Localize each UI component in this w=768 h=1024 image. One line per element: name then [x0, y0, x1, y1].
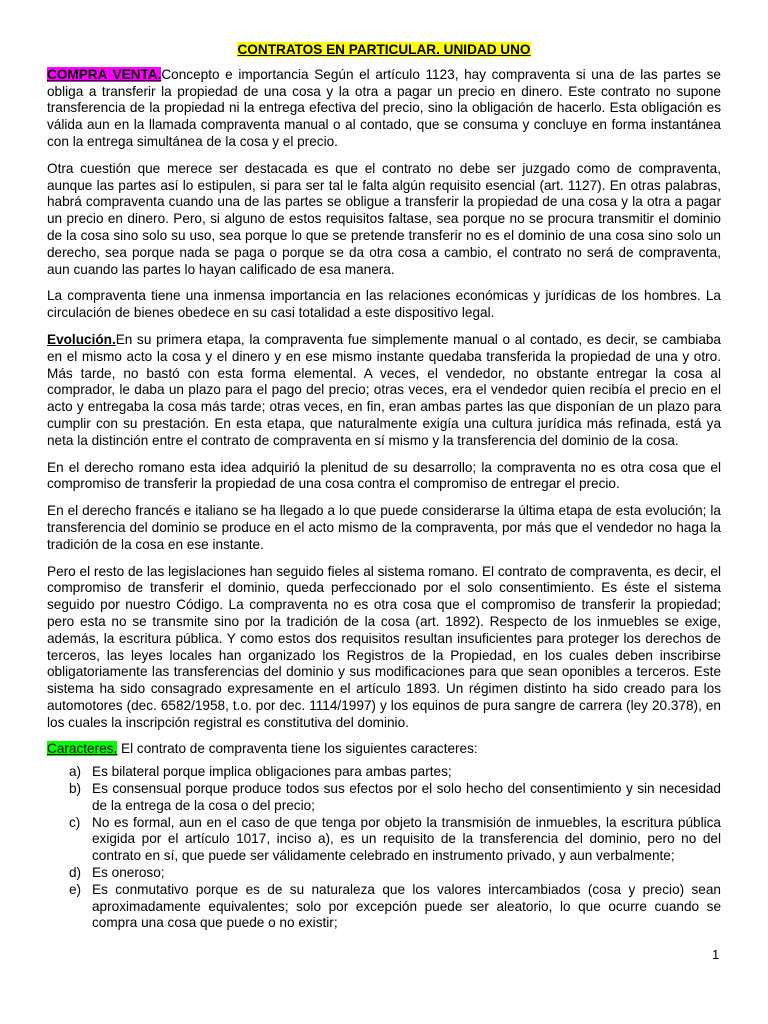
paragraph-compraventa: [47, 67, 721, 151]
heading-caracteres: Caracteres.: [47, 741, 118, 757]
list-item: [47, 764, 721, 781]
paragraph-3: La compraventa tiene una inmensa importancia en las relaciones económicas y jurídicas de los hombres. La circulación de bienes obedece en su casi totalidad a este dispositivo legal.: [47, 288, 721, 321]
list-item-text: Es consensual porque produce todos sus efectos por el solo hecho del consentimiento y sin necesidad de la entrega de la cosa o del precio;: [92, 781, 721, 813]
heading-compraventa: COMPRA VENTA.: [47, 66, 162, 82]
list-item-text: Es conmutativo porque es de su naturaleza que los valores intercambiados (cosa y precio) sean aproximadamente equivalentes; solo por excepción puede ser aleatorio, lo que ocurre cuando se compra una cosa que puede o no existir;: [92, 881, 721, 931]
list-item: [47, 882, 721, 932]
list-item-text: No es formal, aun en el caso de que tenga por objeto la transmisión de inmuebles, la escritura pública exigida por el artículo 1017, inciso a), es un requisito de la transferencia del dominio, pero no del contrato en sí, que puede ser válidamente celebrado en instrumento privado, y aun verbalmente;: [92, 814, 721, 864]
paragraph-compraventa-text: Concepto e importancia Según el artículo 1123, hay compraventa si una de las partes se obliga a transferir la propiedad de una cosa y la otra a pagar un precio en dinero. Este contrato no supone transferencia de la propiedad ni la entrega efectiva del precio, sino la obligación de hacerlo. Esta obligación es válida aun en la llamada compraventa manual o al contado, que se consuma y concluye en forma instantánea con la entrega simultánea de la cosa y el precio.: [47, 66, 721, 149]
document-page: [47, 42, 721, 932]
paragraph-6: En el derecho francés e italiano se ha llegado a lo que puede considerarse la última etapa de esta evolución; la transferencia del dominio se produce en el acto mismo de la compraventa, por más que el vendedor no haga la tradición de la cosa en ese instante.: [47, 503, 721, 552]
list-item-marker: a): [69, 764, 82, 780]
paragraph-evolucion-text: En su primera etapa, la compraventa fue simplemente manual o al contado, es decir, se cambiaba en el mismo acto la cosa y el dinero y en ese mismo instante quedaba transferida la propiedad de una y otro. Más tarde, no bastó con esta forma elemental. A veces, el vendedor, no obstante entregar la cosa al comprador, le daba un plazo para el pago del precio; otras veces, era el vendedor quien recibía el precio en el acto y entregaba la cosa más tarde; otras veces, en fin, eran ambas partes las que disponían de un plazo para cumplir con su prestación. En esta etapa, que naturalmente exigía una cultura jurídica más refinada, está ya neta la distinción entre el contrato de compraventa en sí mismo y la transferencia del dominio de la cosa.: [47, 331, 721, 448]
paragraph-caracteres: [47, 741, 721, 758]
list-item-marker: b): [69, 781, 82, 797]
list-item-marker: d): [69, 865, 82, 881]
list-item: [47, 781, 721, 815]
list-item-marker: e): [69, 881, 82, 897]
paragraph-5: En el derecho romano esta idea adquirió la plenitud de su desarrollo; la compraventa no es otra cosa que el compromiso de transferir la propiedad de una cosa contra el compromiso de entregar el precio.: [47, 459, 721, 492]
page-number: 1: [712, 947, 720, 962]
paragraph-2: Otra cuestión que merece ser destacada es que el contrato no debe ser juzgado como de compraventa, aunque las partes así lo estipulen, si para ser tal le falta algún requisito esencial (art. 1127). En otras palabras, habrá compraventa cuando una de las partes se obligue a transferir la propiedad de una cosa y la otra a pagar un precio en dinero. Pero, si alguno de estos requisitos faltase, sea porque no se procura transmitir el dominio de la cosa sino solo su uso, sea porque lo que se pretende transferir no es el dominio de una cosa sino solo un derecho, sea porque nada se paga o porque se da otra cosa a cambio, el contrato no será de compraventa, aun cuando las partes lo hayan calificado de esa manera.: [47, 160, 721, 277]
list-item: [47, 865, 721, 882]
caracteres-list: [47, 764, 721, 932]
paragraph-evolucion: [47, 332, 721, 450]
list-item-text: Es oneroso;: [92, 865, 165, 881]
heading-evolucion: Evolución.: [47, 331, 116, 347]
list-item-marker: c): [69, 814, 81, 830]
list-item: [47, 815, 721, 865]
paragraph-caracteres-text: El contrato de compraventa tiene los siguientes caracteres:: [117, 741, 478, 757]
title-text: CONTRATOS EN PARTICULAR. UNIDAD UNO: [237, 42, 531, 57]
paragraph-7: Pero el resto de las legislaciones han seguido fieles al sistema romano. El contrato de compraventa, es decir, el compromiso de transferir el dominio, queda perfeccionado por el solo consentimiento. Es éste el sistema seguido por nuestro Código. La compraventa no es otra cosa que el compromiso de transferir la propiedad; pero esta no se transmite sino por la tradición de la cosa (art. 1892). Respecto de los inmuebles se exige, además, la escritura pública. Y como estos dos requisitos resultan insuficientes para proteger los derechos de terceros, las leyes locales han organizado los Registros de la Propiedad, en los cuales deben inscribirse obligatoriamente las transferencias del dominio y sus modificaciones para que sean oponibles a terceros. Este sistema ha sido consagrado expresamente en el artículo 1893. Un régimen distinto ha sido creado para los automotores (dec. 6582/1958, t.o. por dec. 1114/1997) y los equinos de pura sangre de carrera (ley 20.378), en los cuales la inscripción registral es constitutiva del dominio.: [47, 563, 721, 730]
list-item-text: Es bilateral porque implica obligaciones para ambas partes;: [92, 764, 452, 780]
document-title: [47, 42, 721, 59]
